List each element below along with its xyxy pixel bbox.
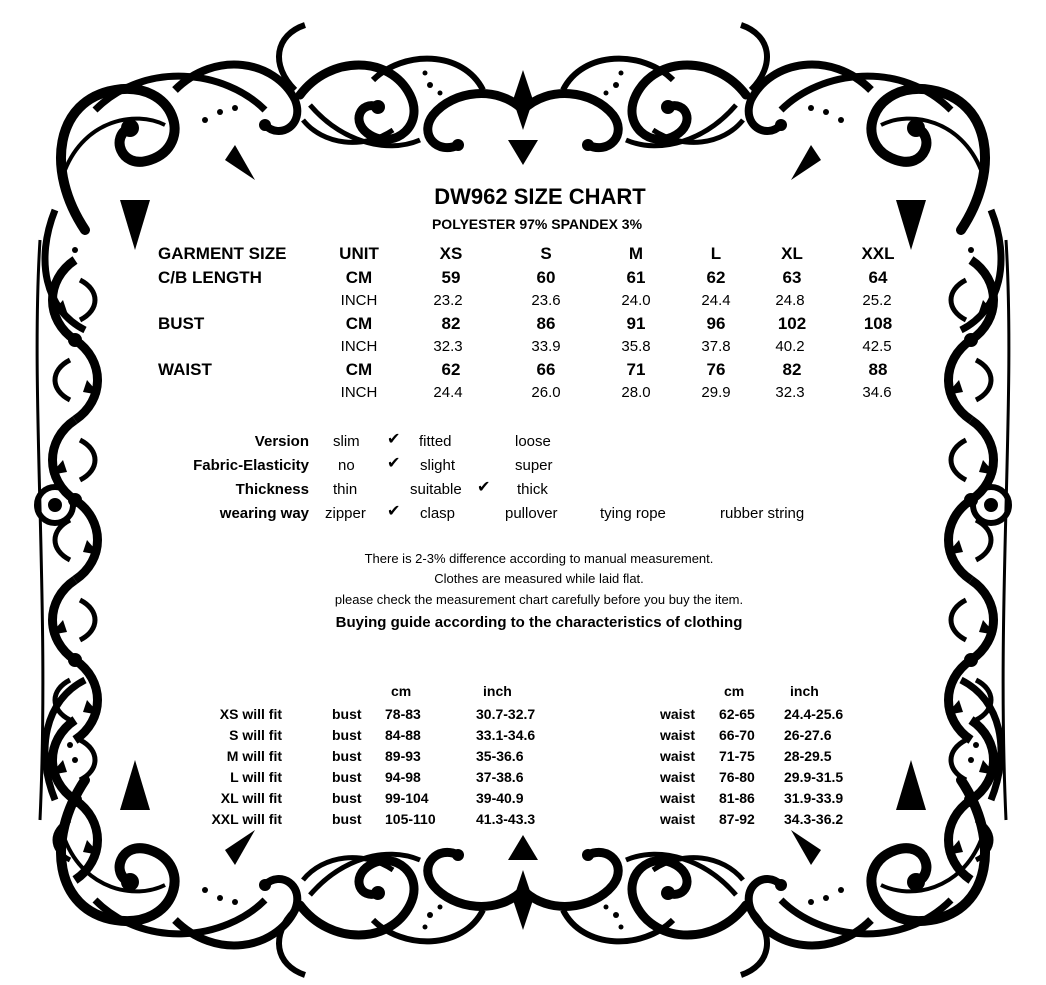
cell-value: 25.2 [862, 292, 892, 309]
cell-value: 24.4 [433, 384, 463, 401]
guide-header-cm: cm [724, 683, 745, 699]
guide-bust-inch: 30.7-32.7 [476, 706, 536, 722]
header-size-xxl: XXL [861, 244, 895, 263]
cell-value: 71 [626, 360, 646, 379]
guide-bust-cm: 89-93 [385, 748, 421, 764]
guide-bust-cm: 99-104 [385, 790, 429, 806]
cell-value: 108 [863, 314, 893, 333]
cell-value: 59 [441, 268, 461, 287]
row-label-waist: WAIST [158, 360, 212, 379]
guide-waist-cm: 71-75 [719, 748, 755, 764]
material-subtitle: POLYESTER 97% SPANDEX 3% [431, 216, 643, 232]
header-size-m: M [628, 244, 644, 263]
cell-value: 91 [626, 314, 646, 333]
feature-option: rubber string [720, 505, 805, 522]
check-icon: ✔ [387, 455, 401, 472]
cell-value: 40.2 [775, 338, 805, 355]
cell-value: 26.0 [531, 384, 561, 401]
guide-bust-cm: 105-110 [385, 811, 436, 827]
feature-option: slim [333, 433, 360, 450]
cell-value: 32.3 [433, 338, 463, 355]
cell-value: 29.9 [701, 384, 731, 401]
unit-inch: INCH [340, 292, 378, 309]
guide-header-inch: inch [790, 683, 819, 699]
guide-waist-cm: 87-92 [719, 811, 755, 827]
feature-option: pullover [505, 505, 558, 522]
header-size-xs: XS [439, 244, 463, 263]
header-size-xl: XL [781, 244, 803, 263]
cell-value: 24.0 [621, 292, 651, 309]
cell-value: 24.4 [701, 292, 731, 309]
guide-waist-inch: 29.9-31.5 [784, 769, 844, 785]
cell-value: 23.2 [433, 292, 463, 309]
check-icon: ✔ [387, 503, 401, 520]
guide-bust-cm: 78-83 [385, 706, 421, 722]
cell-value: 64 [868, 268, 888, 287]
guide-bust-inch: 33.1-34.6 [476, 727, 536, 743]
guide-fit-label: S will fit [229, 727, 282, 743]
guide-fit-label: M will fit [226, 748, 282, 764]
cell-value: 61 [626, 268, 646, 287]
cell-value: 82 [782, 360, 802, 379]
guide-bust-inch: 37-38.6 [476, 769, 524, 785]
cell-value: 37.8 [701, 338, 731, 355]
note-line: please check the measurement chart carefully before you buy the item. [334, 592, 744, 607]
guide-waist-label: waist [660, 706, 696, 722]
guide-bust-label: bust [332, 811, 362, 827]
feature-option: super [515, 457, 553, 474]
guide-bust-cm: 94-98 [385, 769, 421, 785]
guide-header-cm: cm [391, 683, 412, 699]
guide-bust-label: bust [332, 727, 362, 743]
guide-bust-inch: 39-40.9 [476, 790, 524, 806]
guide-bust-inch: 41.3-43.3 [476, 811, 536, 827]
guide-bust-label: bust [332, 706, 362, 722]
check-icon: ✔ [477, 479, 491, 496]
cell-value: 88 [868, 360, 888, 379]
unit-cm: CM [345, 360, 373, 379]
guide-waist-label: waist [660, 727, 696, 743]
row-label-cb-length: C/B LENGTH [158, 268, 262, 287]
guide-fit-label: XS will fit [219, 706, 282, 722]
feature-option: thin [333, 481, 358, 498]
cell-value: 86 [536, 314, 556, 333]
guide-fit-label: XXL will fit [211, 811, 282, 827]
cell-value: 33.9 [531, 338, 561, 355]
guide-waist-inch: 34.3-36.2 [784, 811, 844, 827]
header-unit: UNIT [339, 244, 379, 263]
guide-waist-cm: 62-65 [719, 706, 755, 722]
cell-value: 24.8 [775, 292, 805, 309]
feature-option: slight [420, 457, 456, 474]
unit-cm: CM [345, 268, 373, 287]
page-title: DW962 SIZE CHART [434, 184, 646, 209]
header-size-s: S [540, 244, 552, 263]
cell-value: 82 [441, 314, 461, 333]
cell-value: 32.3 [775, 384, 805, 401]
check-icon: ✔ [387, 431, 401, 448]
feature-label-fabric-elasticity: Fabric-Elasticity [193, 457, 309, 474]
cell-value: 76 [706, 360, 726, 379]
guide-bust-label: bust [332, 790, 362, 806]
unit-cm: CM [345, 314, 373, 333]
unit-inch: INCH [340, 384, 378, 401]
guide-title: Buying guide according to the characteristics of clothing [335, 614, 743, 631]
guide-waist-label: waist [660, 811, 696, 827]
cell-value: 66 [536, 360, 556, 379]
header-size-l: L [710, 244, 722, 263]
feature-label-version: Version [254, 433, 309, 450]
cell-value: 35.8 [621, 338, 651, 355]
feature-option: thick [517, 481, 548, 498]
guide-waist-inch: 24.4-25.6 [784, 706, 844, 722]
feature-option: tying rope [600, 505, 666, 522]
note-line: There is 2-3% difference according to manual measurement. [364, 551, 714, 566]
note-line: Clothes are measured while laid flat. [434, 571, 644, 586]
cell-value: 62 [706, 268, 726, 287]
guide-waist-cm: 81-86 [719, 790, 755, 806]
cell-value: 34.6 [862, 384, 892, 401]
feature-option: loose [515, 433, 551, 450]
guide-fit-label: L will fit [230, 769, 282, 785]
header-garment-size: GARMENT SIZE [158, 244, 287, 263]
guide-waist-cm: 66-70 [719, 727, 755, 743]
feature-label-thickness: Thickness [235, 481, 309, 498]
guide-waist-inch: 28-29.5 [784, 748, 832, 764]
feature-option: clasp [420, 505, 456, 522]
cell-value: 96 [706, 314, 726, 333]
guide-waist-inch: 31.9-33.9 [784, 790, 844, 806]
feature-option: no [338, 457, 355, 474]
cell-value: 23.6 [531, 292, 561, 309]
guide-waist-cm: 76-80 [719, 769, 755, 785]
feature-label-wearing-way: wearing way [219, 505, 309, 522]
guide-bust-label: bust [332, 769, 362, 785]
guide-bust-cm: 84-88 [385, 727, 421, 743]
guide-fit-label: XL will fit [220, 790, 282, 806]
guide-bust-label: bust [332, 748, 362, 764]
guide-bust-inch: 35-36.6 [476, 748, 524, 764]
feature-option: suitable [410, 481, 462, 498]
cell-value: 62 [441, 360, 461, 379]
feature-option: fitted [419, 433, 452, 450]
unit-inch: INCH [340, 338, 378, 355]
cell-value: 60 [536, 268, 556, 287]
cell-value: 63 [782, 268, 802, 287]
feature-option: zipper [325, 505, 366, 522]
guide-waist-inch: 26-27.6 [784, 727, 832, 743]
guide-waist-label: waist [660, 769, 696, 785]
row-label-bust: BUST [158, 314, 205, 333]
guide-header-inch: inch [483, 683, 512, 699]
guide-waist-label: waist [660, 748, 696, 764]
guide-waist-label: waist [660, 790, 696, 806]
cell-value: 28.0 [621, 384, 651, 401]
cell-value: 102 [777, 314, 807, 333]
cell-value: 42.5 [862, 338, 892, 355]
